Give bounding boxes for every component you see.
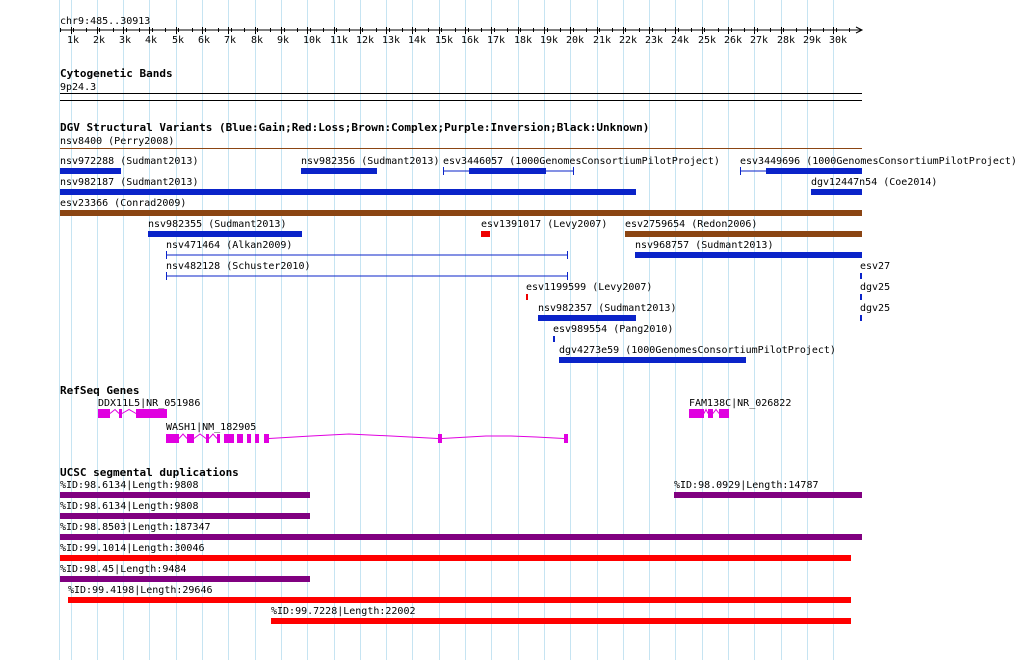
cytoband-bar[interactable] (60, 93, 862, 94)
dgv-feature-bar[interactable] (811, 189, 862, 195)
segdup-bar[interactable] (60, 534, 862, 540)
segdup-label[interactable]: %ID:98.8503|Length:187347 (60, 522, 211, 533)
grid-line (307, 0, 308, 660)
ruler-tick-label: 13k (382, 35, 401, 46)
grid-line (675, 0, 676, 660)
dgv-feature-label[interactable]: nsv968757 (Sudmant2013) (635, 240, 774, 251)
dgv-feature-bar[interactable] (526, 294, 528, 300)
ruler-tick-label: 21k (593, 35, 612, 46)
grid-line (149, 0, 150, 660)
ruler-ticks (61, 27, 850, 34)
segdup-bar[interactable] (68, 597, 851, 603)
dgv-feature-label[interactable]: dgv4273e59 (1000GenomesConsortiumPilotProject) (559, 345, 836, 356)
locus-label: chr9:485..30913 (60, 16, 151, 27)
dgv-feature-bar[interactable] (481, 231, 490, 237)
segdup-label[interactable]: %ID:98.45|Length:9484 (60, 564, 187, 575)
grid-line (97, 0, 98, 660)
ruler-tick-label: 4k (145, 35, 158, 46)
segdup-label[interactable]: %ID:99.4198|Length:29646 (68, 585, 213, 596)
dgv-feature-bar[interactable] (443, 166, 575, 176)
grid-line (702, 0, 703, 660)
ruler-tick-label: 23k (645, 35, 664, 46)
grid-line (518, 0, 519, 660)
refseq-track-title[interactable]: RefSeq Genes (60, 384, 140, 397)
ruler-tick-label: 5k (172, 35, 185, 46)
dgv-feature-label[interactable]: nsv471464 (Alkan2009) (166, 240, 293, 251)
grid-line (833, 0, 834, 660)
grid-line (544, 0, 545, 660)
dgv-feature-label[interactable]: esv23366 (Conrad2009) (60, 198, 187, 209)
grid-line (334, 0, 335, 660)
ruler-tick-label: 28k (777, 35, 796, 46)
dgv-feature-label[interactable]: esv27 (860, 261, 891, 272)
dgv-feature-bar[interactable] (538, 315, 636, 321)
grid-line (728, 0, 729, 660)
dgv-feature-bar[interactable] (60, 210, 862, 216)
cytobands-track-title[interactable]: Cytogenetic Bands (60, 67, 173, 80)
dgv-feature-label[interactable]: nsv972288 (Sudmant2013) (60, 156, 199, 167)
segdup-label[interactable]: %ID:99.7228|Length:22002 (271, 606, 416, 617)
dgv-feature-bar[interactable] (625, 231, 862, 237)
dgv-feature-bar[interactable] (635, 252, 862, 258)
dgv-feature-label[interactable]: dgv25 (860, 282, 891, 293)
ruler-tick-label: 16k (461, 35, 480, 46)
grid-line (491, 0, 492, 660)
ruler-tick-label: 8k (251, 35, 264, 46)
dgv-feature-label[interactable]: dgv25 (860, 303, 891, 314)
ruler-tick-label: 9k (277, 35, 290, 46)
gene-label[interactable]: WASH1|NM_182905 (166, 422, 257, 433)
dgv-feature-label[interactable]: esv1391017 (Levy2007) (481, 219, 608, 230)
ruler-tick-label: 7k (224, 35, 237, 46)
grid-line (360, 0, 361, 660)
grid-line (412, 0, 413, 660)
grid-line (123, 0, 124, 660)
dgv-feature-label[interactable]: esv3446057 (1000GenomesConsortiumPilotProject) (443, 156, 720, 167)
dgv-feature-label[interactable]: nsv982356 (Sudmant2013) (301, 156, 440, 167)
segdup-label[interactable]: %ID:98.6134|Length:9808 (60, 501, 199, 512)
dgv-feature-label[interactable]: esv3449696 (1000GenomesConsortiumPilotProject) (740, 156, 1017, 167)
segdup-bar[interactable] (60, 576, 310, 582)
dgv-feature-bar[interactable] (860, 294, 862, 300)
dgv-feature-bar[interactable] (860, 273, 862, 279)
dgv-feature-label[interactable]: nsv982355 (Sudmant2013) (148, 219, 287, 230)
segdup-label[interactable]: %ID:99.1014|Length:30046 (60, 543, 205, 554)
ruler-tick-label: 26k (724, 35, 743, 46)
gene-model[interactable] (689, 408, 731, 420)
dgv-feature-bar[interactable] (301, 168, 377, 174)
grid-line (781, 0, 782, 660)
ruler-tick-label: 1k (67, 35, 80, 46)
ruler-tick-label: 18k (514, 35, 533, 46)
dgv-feature-bar[interactable] (553, 336, 555, 342)
ruler-tick-label: 3k (119, 35, 132, 46)
segdup-bar[interactable] (60, 492, 310, 498)
grid-line (176, 0, 177, 660)
grid-line (202, 0, 203, 660)
grid-line (255, 0, 256, 660)
dgv-feature-bar[interactable] (60, 189, 636, 195)
dgv-feature-bar[interactable] (740, 166, 890, 176)
ruler-tick-label: 17k (487, 35, 506, 46)
ruler-tick-label: 15k (435, 35, 454, 46)
segdup-bar[interactable] (271, 618, 851, 624)
dgv-feature-label[interactable]: esv2759654 (Redon2006) (625, 219, 758, 230)
dgv-feature-bar[interactable] (559, 357, 746, 363)
ruler-tick-label: 10k (303, 35, 322, 46)
ruler-tick-label: 6k (198, 35, 211, 46)
dgv-feature-label[interactable]: esv1199599 (Levy2007) (526, 282, 653, 293)
segdup-bar[interactable] (60, 555, 851, 561)
cytoband-divider (60, 100, 862, 101)
segdup-label[interactable]: %ID:98.0929|Length:14787 (674, 480, 819, 491)
grid-line (754, 0, 755, 660)
grid-line (71, 0, 72, 660)
ruler-tick-label: 11k (330, 35, 349, 46)
dgv-track-title[interactable]: DGV Structural Variants (Blue:Gain;Red:Loss;Brown:Complex;Purple:Inversion;Black:Unknown) (60, 121, 650, 134)
dgv-feature-label[interactable]: nsv982357 (Sudmant2013) (538, 303, 677, 314)
dgv-feature-label[interactable]: nsv482128 (Schuster2010) (166, 261, 311, 272)
segdup-bar[interactable] (674, 492, 862, 498)
dgv-feature-bar[interactable] (166, 271, 570, 281)
dgv-feature-label[interactable]: nsv982187 (Sudmant2013) (60, 177, 199, 188)
gene-label[interactable]: FAM138C|NR_026822 (689, 398, 792, 409)
grid-line (439, 0, 440, 660)
gene-model[interactable] (98, 408, 170, 420)
ruler-tick-label: 14k (408, 35, 427, 46)
segdup-label[interactable]: %ID:98.6134|Length:9808 (60, 480, 199, 491)
cytoband-label: 9p24.3 (60, 82, 97, 93)
grid-line (59, 0, 60, 660)
dgv-feature-label[interactable]: nsv8400 (Perry2008) (60, 136, 175, 147)
dgv-feature-bar[interactable] (60, 148, 862, 149)
ruler-tick-label: 27k (750, 35, 769, 46)
segdup-bar[interactable] (60, 513, 310, 519)
grid-line (386, 0, 387, 660)
ruler-tick-label: 24k (671, 35, 690, 46)
ruler-tick-label: 19k (540, 35, 559, 46)
gene-model[interactable] (166, 431, 570, 445)
dgv-feature-bar[interactable] (166, 250, 570, 260)
dgv-feature-label[interactable]: dgv12447n54 (Coe2014) (811, 177, 938, 188)
ruler-tick-label: 29k (803, 35, 822, 46)
ruler-tick-label: 12k (356, 35, 375, 46)
dgv-feature-label[interactable]: esv989554 (Pang2010) (553, 324, 674, 335)
ruler-tick-label: 25k (698, 35, 717, 46)
ruler-tick-label: 22k (619, 35, 638, 46)
dgv-feature-bar[interactable] (860, 315, 862, 321)
dgv-feature-bar[interactable] (60, 168, 121, 174)
ruler-tick-label: 20k (566, 35, 585, 46)
dgv-feature-bar[interactable] (148, 231, 302, 237)
grid-line (281, 0, 282, 660)
grid-line (228, 0, 229, 660)
grid-line (807, 0, 808, 660)
ruler-tick-label: 30k (829, 35, 848, 46)
gene-label[interactable]: DDX11L5|NR_051986 (98, 398, 201, 409)
grid-line (465, 0, 466, 660)
segdups-track-title[interactable]: UCSC segmental duplications (60, 466, 239, 479)
ruler-tick-label: 2k (93, 35, 106, 46)
